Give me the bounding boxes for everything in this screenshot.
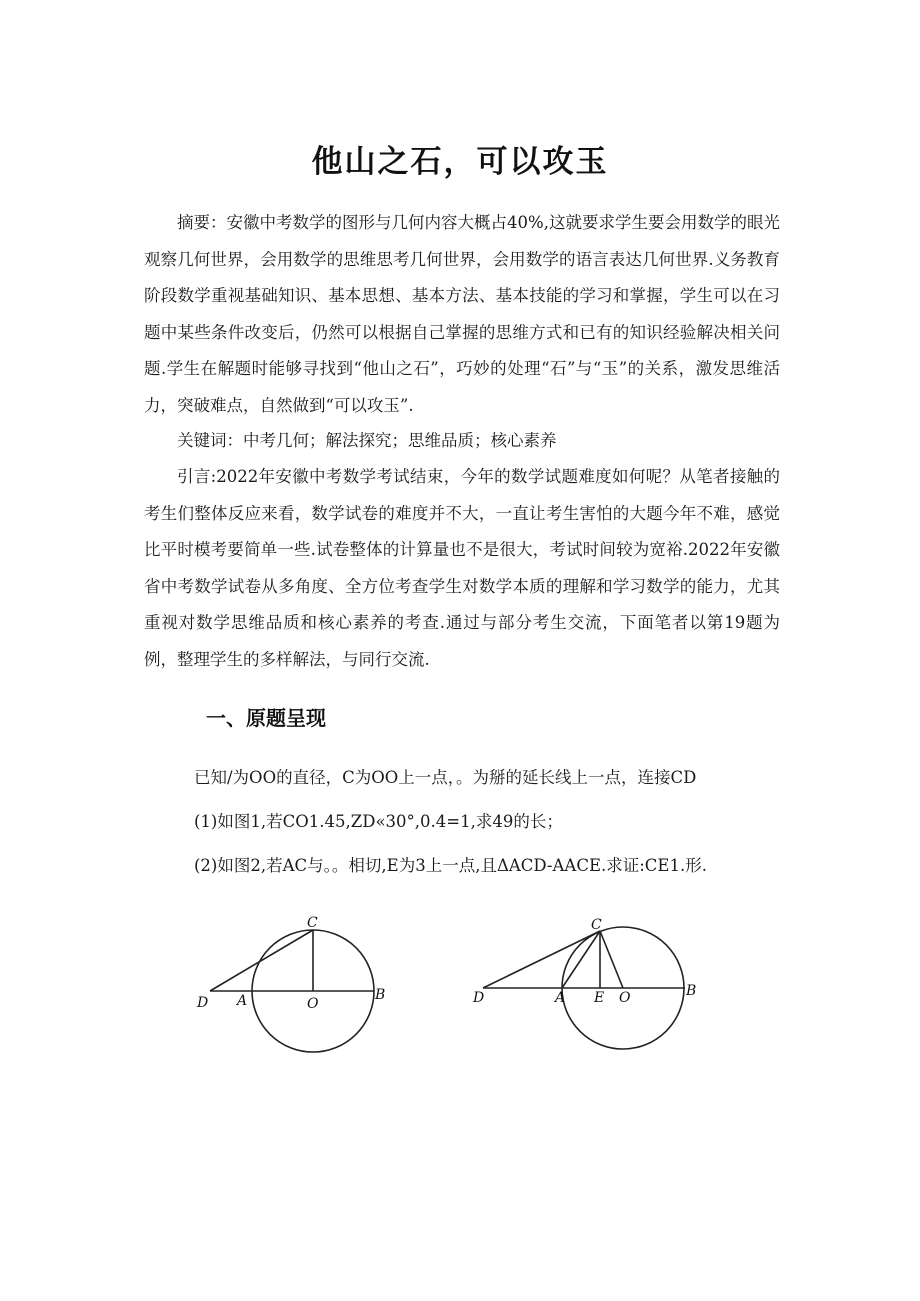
fig1-label-d: D [197,995,209,1011]
problem-part-2: (2)如图2,若AC与。。相切,E为3上一点,且ΔACD-AACE.求证:CE1.形. [194,856,707,875]
problem-statement: 已知/为OO的直径，C为OO上一点，。为掰的延长线上一点，连接CD [194,768,697,787]
fig2-label-d: D [473,990,485,1006]
fig2-label-e: E [594,990,605,1006]
abstract-paragraph: 摘要：安徽中考数学的图形与几何内容大概占40%,这就要求学生要会用数学的眼光观察几何世界，会用数学的思维思考几何世界，会用数学的语言表达几何世界.义务教育阶段数学重视基础知识、基本思想、基本方法、基本技能的学习和掌握，学生可以在习题中某些条件改变后，仍然可以根据自己掌握的思维方式和已有的知识经验解决相关问题.学生在解题时能够寻找到“他山之石”，巧妙的处理“石”与“玉”的关系，激发思维活力，突破难点，自然做到“可以攻玉”. [144,213,780,415]
fig2-label-b: B [686,983,697,999]
page-title: 他山之石，可以攻玉 [311,144,609,180]
fig2-label-o: O [619,990,631,1006]
figure-1 [190,905,400,1065]
intro-block [144,459,780,678]
abstract-block [144,205,780,424]
keywords-paragraph: 关键词：中考几何；解法探究；思维品质；核心素养 [177,431,557,450]
section-heading: 一、原题呈现 [206,706,326,730]
problem-part-1: (1)如图1,若CO1.45,ZD«30°,0.4=1,求49的长； [194,812,563,831]
fig1-label-o: O [307,996,319,1012]
fig1-label-a: A [237,993,248,1009]
fig1-line-dc [210,930,313,991]
intro-paragraph: 引言:2022年安徽中考数学考试结束，今年的数学试题难度如何呢？从笔者接触的考生们整体反应来看，数学试卷的难度并不大，一直让考生害怕的大题今年不难，感觉比平时模考要简单一些.试卷整体的计算量也不是很大，考试时间较为宽裕.2022年安徽省中考数学试卷从多角度、全方位考查学生对数学本质的理解和学习数学的能力，尤其重视对数学思维品质和核心素养的考查.通过与部分考生交流，下面笔者以第19题为例，整理学生的多样解法，与同行交流. [144,467,780,669]
figure-2 [465,905,715,1065]
fig1-label-c: C [307,915,318,931]
fig2-line-dc [483,931,600,988]
fig1-label-b: B [375,987,386,1003]
fig2-label-c: C [591,917,602,933]
fig2-line-co [600,931,623,988]
keywords-block [144,423,780,460]
fig2-label-a: A [555,990,566,1006]
